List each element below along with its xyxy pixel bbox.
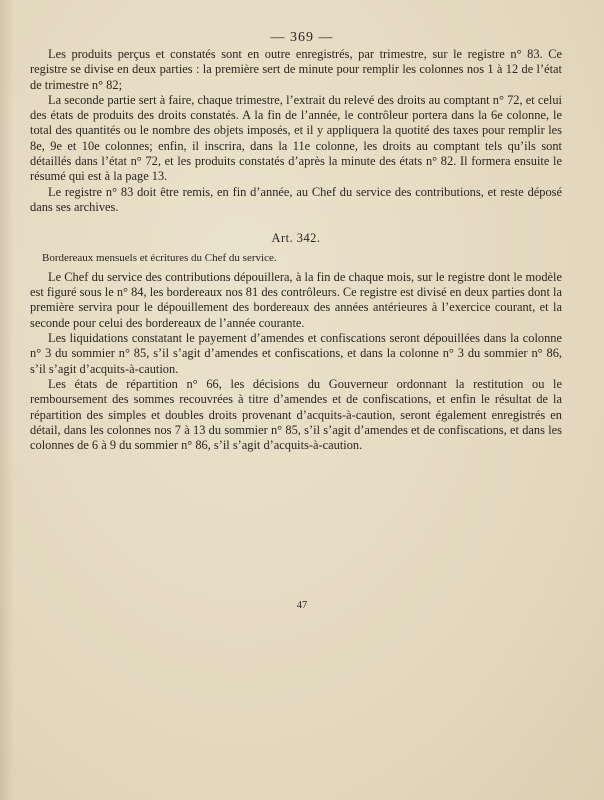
paragraph-5: Les liquidations constatant le payement d’amendes et confiscations seront dépouillées dans la colonne n° 3 du sommier n° 85, s’il s’agit d’amendes et confiscations, et dans la colonne n° 3 du sommier n° 86, s’il s’agit d’acquits-à-caution. [30,331,562,376]
article-subtitle: Bordereaux mensuels et écritures du Chef du service. [42,251,277,264]
body-text [30,47,562,453]
signature-mark: 47 [296,600,308,611]
paragraph-4: Le Chef du service des contributions dépouillera, à la fin de chaque mois, sur le registre dont le modèle est figuré sous le n° 84, les bordereaux nos 81 des contrôleurs. Ce registre est divisé en deux parties dont la première servira pour le dépouillement des bordereaux des années antérieures à l’exercice courant, et la seconde pour celui des bordereaux de l’année courante. [30,269,562,330]
paragraph-1: Les produits perçus et constatés sont en outre enregistrés, par trimestre, sur le registre n° 83. Ce registre se divise en deux parties : la première sert de minute pour remplir les colonnes nos 1 à 12 de l’état de trimestre n° 82; [30,47,562,92]
page-number: — 369 — [270,30,334,45]
paragraph-3: Le registre n° 83 doit être remis, en fin d’année, au Chef du service des contributions, et reste déposé dans ses archives. [30,184,562,214]
article-heading: Art. 342. [271,231,321,246]
paragraph-6: Les états de répartition n° 66, les décisions du Gouverneur ordonnant la restitution ou le remboursement des sommes recouvrées à titre d’amendes et de confiscations, et enfin le résultat de la répartition des simples et doubles droits provenant d’acquits-à-caution, seront également enregistrés en détail, dans les colonnes nos 7 à 13 du sommier n° 85, s’il s’agit d’amendes et de confiscations, et dans les colonnes de 6 à 9 du sommier n° 86, s’il s’agit d’acquits-à-caution. [30,376,562,453]
paragraph-2: La seconde partie sert à faire, chaque trimestre, l’extrait du relevé des droits au comptant n° 72, et celui des états de produits des droits constatés. A la fin de l’année, le contrôleur portera dans la 6e colonne, le total des quantités ou le nombre des objets imposés, et il y appliquera la quotité des taxes pour remplir les 8e, 9e et 10e colonnes; enfin, il inscrira, dans la 11e colonne, les droits au comptant tels qu’ils sont détaillés dans l’état n° 72, et les produits constatés d’après la minute des états n° 82. Il formera ensuite le résumé qui est à la page 13. [30,92,562,184]
page-fold-shadow [0,0,14,800]
